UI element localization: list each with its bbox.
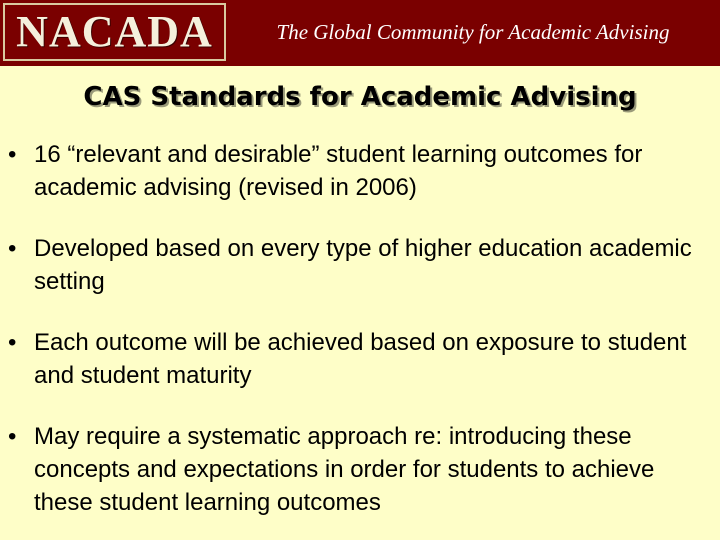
bullet-icon: • [8,423,17,450]
header-bar [0,0,720,66]
tagline-banner [229,3,717,61]
bullet-item [0,326,720,392]
bullet-item [0,138,720,204]
bullet-icon: • [8,141,17,168]
bullet-icon: • [8,329,17,356]
bullet-text: May require a systematic approach re: introducing these concepts and expectations in order for students to achieve these student learning outcomes [34,423,655,516]
bullet-list [0,138,720,519]
bullet-text: Each outcome will be achieved based on exposure to student and student maturity [34,329,687,389]
bullet-item [0,420,720,519]
bullet-item [0,232,720,298]
tagline-text: The Global Community for Academic Advising [276,19,670,44]
bullet-icon: • [8,235,17,262]
logo-text: NACADA [16,7,213,56]
bullet-text: Developed based on every type of higher education academic setting [34,235,692,295]
slide-title: CAS Standards for Academic Advising [83,82,637,112]
bullet-text: 16 “relevant and desirable” student learning outcomes for academic advising (revised in 2006) [34,141,643,201]
nacada-logo [3,3,226,61]
